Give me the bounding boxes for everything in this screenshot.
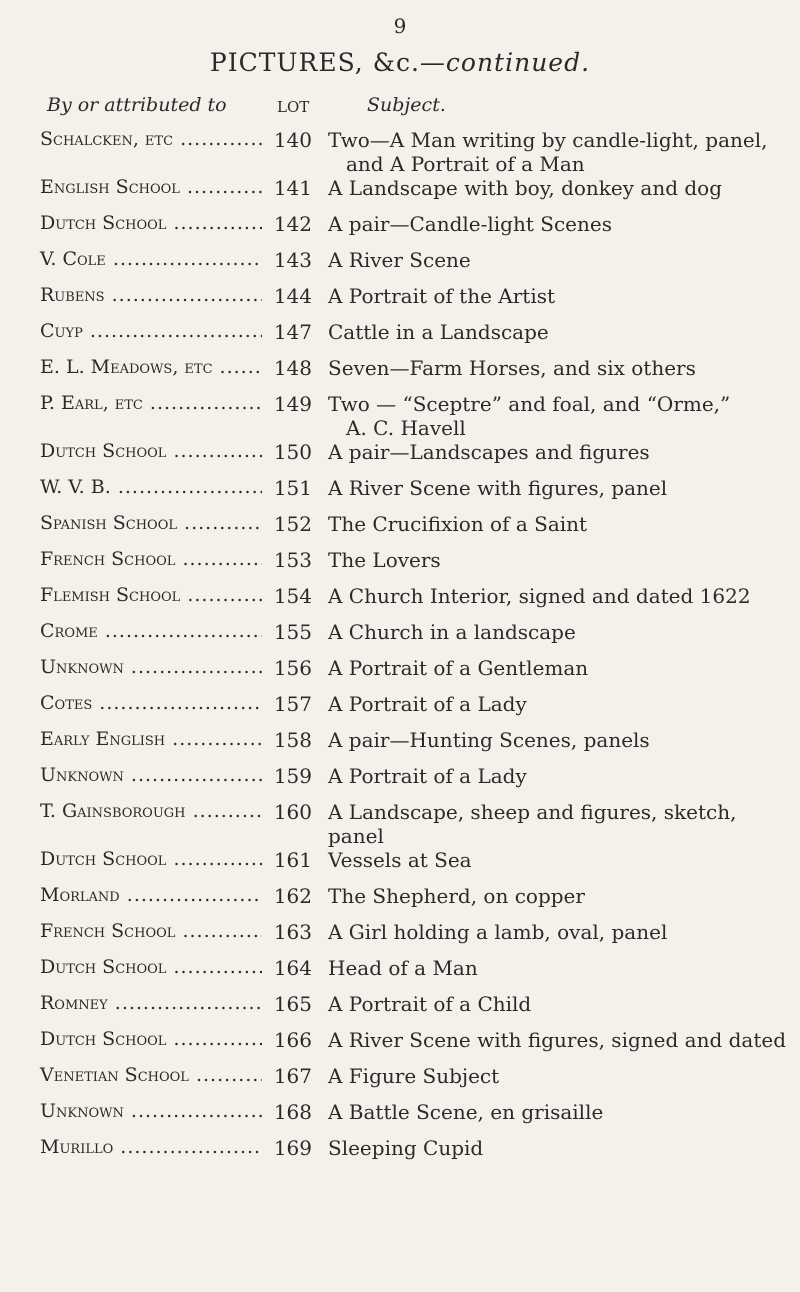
subject-description: [328, 1136, 788, 1160]
column-header-lot: LOT: [277, 98, 310, 116]
subject-text: A Portrait of a Gentleman: [328, 656, 589, 680]
subject-text: A River Scene with figures, panel: [328, 476, 668, 500]
catalogue-row: [0, 212, 800, 248]
subject-text: A Figure Subject: [328, 1064, 500, 1088]
lot-number: 151: [273, 476, 312, 500]
lot-number: 160: [273, 800, 312, 824]
lot-number: 140: [273, 128, 312, 152]
catalogue-row: [0, 128, 800, 176]
lot-number: 141: [273, 176, 312, 200]
lot-number: 161: [273, 848, 312, 872]
subject-description: [328, 392, 788, 440]
artist-name: Rubens .....: [0, 284, 262, 306]
catalogue-row: [0, 1028, 800, 1064]
subject-description: [328, 248, 788, 272]
subject-description: [328, 212, 788, 236]
artist-name: Early English .....: [0, 728, 262, 750]
subject-text: Cattle in a Landscape: [328, 320, 549, 344]
lot-number: 154: [273, 584, 312, 608]
catalogue-row: [0, 692, 800, 728]
subject-text: A River Scene with figures, signed and dated: [328, 1028, 787, 1052]
artist-name: Unknown .....: [0, 764, 262, 786]
artist-name: Romney .....: [0, 992, 262, 1014]
subject-description: [328, 884, 788, 908]
lot-number: 163: [273, 920, 312, 944]
subject-text: A Landscape with boy, donkey and dog: [328, 176, 723, 200]
catalogue-row: [0, 884, 800, 920]
lot-number: 152: [273, 512, 312, 536]
lot-number: 148: [273, 356, 312, 380]
subject-description: [328, 512, 788, 536]
subject-description: [328, 176, 788, 200]
artist-name: V. Cole .....: [0, 248, 262, 270]
subject-text: A pair—Candle-light Scenes: [328, 212, 612, 236]
artist-name: Unknown .....: [0, 1100, 262, 1122]
subject-text: A Portrait of a Lady: [328, 692, 527, 716]
lot-number: 162: [273, 884, 312, 908]
column-header-subject: Subject.: [367, 94, 446, 116]
lot-number: 167: [273, 1064, 312, 1088]
subject-description: [328, 992, 788, 1016]
subject-text: A Girl holding a lamb, oval, panel: [328, 920, 668, 944]
subject-description: [328, 548, 788, 572]
artist-name: W. V. B. .....: [0, 476, 262, 498]
artist-name: E. L. Meadows, etc .....: [0, 356, 262, 378]
catalogue-row: [0, 1064, 800, 1100]
subject-text: A Church in a landscape: [328, 620, 576, 644]
subject-text: A Portrait of a Lady: [328, 764, 527, 788]
lot-number: 143: [273, 248, 312, 272]
subject-text: A pair—Hunting Scenes, panels: [328, 728, 650, 752]
lot-number: 147: [273, 320, 312, 344]
catalogue-entries: [0, 128, 800, 1172]
artist-name: Dutch School .....: [0, 848, 262, 870]
lot-number: 168: [273, 1100, 312, 1124]
catalogue-row: [0, 956, 800, 992]
subject-text: Seven—Farm Horses, and six others: [328, 356, 696, 380]
artist-name: French School .....: [0, 548, 262, 570]
subject-text: A pair—Landscapes and figures: [328, 440, 650, 464]
heading-main: PICTURES, &c.—: [209, 48, 446, 77]
subject-description: [328, 1028, 788, 1052]
artist-name: Morland .....: [0, 884, 262, 906]
catalogue-row: [0, 248, 800, 284]
catalogue-row: [0, 320, 800, 356]
subject-text: A Landscape, sheep and figures, sketch, panel: [328, 800, 737, 848]
artist-name: Venetian School .....: [0, 1064, 262, 1086]
subject-description: [328, 440, 788, 464]
subject-description: [328, 1064, 788, 1088]
heading-suffix: continued.: [445, 48, 591, 77]
subject-description: [328, 1100, 788, 1124]
subject-description: [328, 848, 788, 872]
catalogue-row: [0, 992, 800, 1028]
subject-description: [328, 284, 788, 308]
artist-name: Murillo .....: [0, 1136, 262, 1158]
subject-text: Two — “Sceptre” and foal, and “Orme,”: [328, 392, 731, 416]
subject-continuation: and A Portrait of a Man: [346, 152, 585, 176]
lot-number: 153: [273, 548, 312, 572]
lot-number: 159: [273, 764, 312, 788]
page-number: 9: [393, 14, 407, 38]
subject-text: Two—A Man writing by candle-light, panel,: [328, 128, 768, 152]
subject-text: A Portrait of a Child: [328, 992, 532, 1016]
lot-number: 155: [273, 620, 312, 644]
lot-number: 165: [273, 992, 312, 1016]
subject-text: Sleeping Cupid: [328, 1136, 484, 1160]
artist-name: English School .....: [0, 176, 262, 198]
catalogue-row: [0, 440, 800, 476]
subject-text: A Church Interior, signed and dated 1622: [328, 584, 751, 608]
lot-number: 158: [273, 728, 312, 752]
subject-text: The Shepherd, on copper: [328, 884, 585, 908]
catalogue-row: [0, 1100, 800, 1136]
lot-number: 169: [273, 1136, 312, 1160]
subject-description: [328, 920, 788, 944]
lot-number: 149: [273, 392, 312, 416]
subject-description: [328, 620, 788, 644]
artist-name: Dutch School .....: [0, 956, 262, 978]
lot-number: 166: [273, 1028, 312, 1052]
catalogue-row: [0, 356, 800, 392]
artist-name: Spanish School .....: [0, 512, 262, 534]
catalogue-row: [0, 476, 800, 512]
subject-description: [328, 320, 788, 344]
subject-text: The Crucifixion of a Saint: [328, 512, 588, 536]
catalogue-row: [0, 176, 800, 212]
lot-number: 150: [273, 440, 312, 464]
catalogue-row: [0, 584, 800, 620]
lot-number: 157: [273, 692, 312, 716]
catalogue-row: [0, 920, 800, 956]
subject-text: Vessels at Sea: [328, 848, 472, 872]
lot-number: 144: [273, 284, 312, 308]
catalogue-row: [0, 548, 800, 584]
subject-description: [328, 800, 788, 848]
subject-description: [328, 656, 788, 680]
page-heading: [0, 48, 800, 77]
catalogue-row: [0, 764, 800, 800]
artist-name: Dutch School .....: [0, 440, 262, 462]
subject-continuation: A. C. Havell: [346, 416, 466, 440]
subject-text: Head of a Man: [328, 956, 478, 980]
artist-name: Cuyp .....: [0, 320, 262, 342]
lot-number: 164: [273, 956, 312, 980]
subject-text: A River Scene: [328, 248, 471, 272]
artist-name: Dutch School .....: [0, 1028, 262, 1050]
catalogue-row: [0, 1136, 800, 1172]
catalogue-row: [0, 620, 800, 656]
subject-description: [328, 956, 788, 980]
artist-name: Unknown .....: [0, 656, 262, 678]
subject-description: [328, 728, 788, 752]
artist-name: T. Gainsborough .....: [0, 800, 262, 822]
catalogue-row: [0, 848, 800, 884]
artist-name: French School .....: [0, 920, 262, 942]
column-header-artist: By or attributed to: [47, 94, 227, 116]
artist-name: Schalcken, etc .....: [0, 128, 262, 150]
catalogue-row: [0, 656, 800, 692]
subject-description: [328, 128, 788, 176]
subject-text: A Portrait of the Artist: [328, 284, 556, 308]
artist-name: Dutch School .....: [0, 212, 262, 234]
subject-description: [328, 584, 788, 608]
subject-description: [328, 764, 788, 788]
lot-number: 142: [273, 212, 312, 236]
subject-description: [328, 476, 788, 500]
artist-name: Cotes .....: [0, 692, 262, 714]
subject-description: [328, 692, 788, 716]
catalogue-row: [0, 728, 800, 764]
subject-description: [328, 356, 788, 380]
catalogue-row: [0, 512, 800, 548]
subject-text: A Battle Scene, en grisaille: [328, 1100, 604, 1124]
catalogue-row: [0, 392, 800, 440]
catalogue-row: [0, 284, 800, 320]
artist-name: Flemish School .....: [0, 584, 262, 606]
artist-name: Crome .....: [0, 620, 262, 642]
catalogue-row: [0, 800, 800, 848]
subject-text: The Lovers: [328, 548, 441, 572]
artist-name: P. Earl, etc .....: [0, 392, 262, 414]
lot-number: 156: [273, 656, 312, 680]
